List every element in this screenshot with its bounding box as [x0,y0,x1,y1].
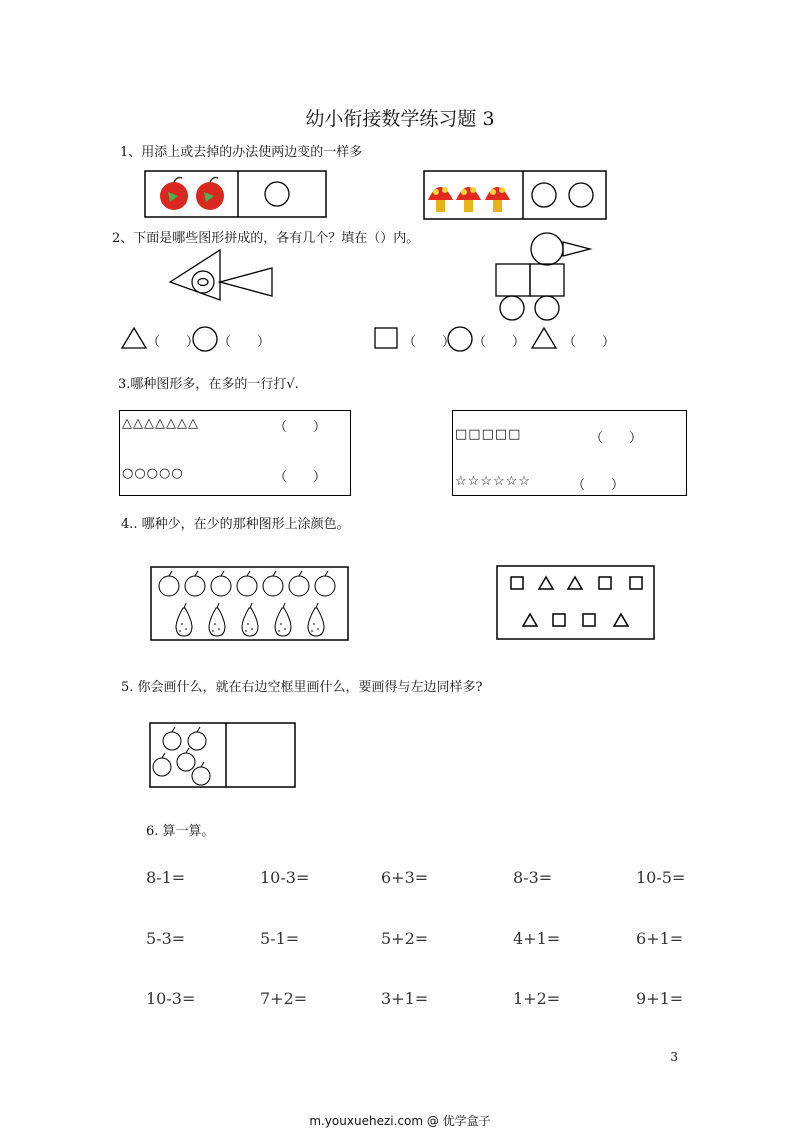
q3-right-paren-1[interactable]: （ ） [590,431,643,446]
q3-triangle-row: △△△△△△△ [122,416,199,431]
arith-problem: 10-3= [260,868,310,887]
square-shape [553,614,565,626]
arith-problem: 6+3= [381,868,429,887]
question-3-text: 3.哪种图形多，在多的一行打√. [118,377,299,392]
arith-problem: 5-3= [146,929,186,948]
page-number: 3 [670,1050,678,1064]
apple-outline-icon [153,753,171,776]
question-5-text: 5. 你会画什么，就在右边空框里画什么，要画得与左边同样多? [121,680,483,695]
circle-shape [569,183,593,207]
apple-outline-icon [315,571,335,596]
apple-outline-icon [289,571,309,596]
triangle-shape [614,614,628,626]
triangle-shape [568,577,582,589]
apple-outline-icon [163,727,181,750]
q1-right-box [423,170,608,222]
apple-outline-icon [211,571,231,596]
apple-outline-icon [237,571,257,596]
apple-outline-icon [177,748,195,771]
apple-icon [160,178,188,211]
page-title: 幼小衔接数学练习题 3 [305,108,495,130]
triangle-shape [539,577,553,589]
arith-problem: 4+1= [513,929,561,948]
mushroom-icon [456,187,481,212]
apple-outline-icon [263,571,283,596]
q3-star-row: ☆☆☆☆☆☆ [455,474,531,489]
footer-watermark: m.youxuehezi.com @ 优学盒子 [309,1114,491,1128]
q2-answer-circle[interactable]: （ ） [218,335,271,350]
arith-problem: 10-3= [146,989,196,1008]
arith-problem: 8-3= [513,868,553,887]
q5-empty-draw-area[interactable] [228,724,294,786]
arith-problem: 9+1= [636,989,684,1008]
apple-icon [196,178,224,211]
q4-shape-box [496,565,656,641]
arith-problem: 6+1= [636,929,684,948]
circle-shape [265,182,289,206]
square-shape [375,328,397,348]
pear-icon [275,603,291,636]
square-shape [583,614,595,626]
pear-icon [242,603,258,636]
arith-problem: 10-5= [636,868,686,887]
square-shape [599,577,611,589]
arith-problem: 3+1= [381,989,429,1008]
q4-fruit-box [150,566,350,642]
square-shape [630,577,642,589]
circle-shape [532,183,556,207]
q3-left-paren-2[interactable]: （ ） [274,470,327,485]
q3-square-row: □□□□□ [455,427,522,442]
fish-figure [170,250,272,300]
mushroom-icon [485,187,510,212]
question-6-text: 6. 算一算。 [146,824,215,839]
q2-answer-triangle-2[interactable]: （ ） [563,335,616,350]
arith-problem: 5-1= [260,929,300,948]
vehicle-figure [496,233,590,320]
q3-left-paren-1[interactable]: （ ） [274,420,327,435]
mushroom-icon [428,187,453,212]
pear-icon [308,603,324,636]
apple-outline-icon [159,571,179,596]
arith-problem: 8-1= [146,868,186,887]
triangle-shape [532,328,556,348]
q3-right-paren-2[interactable]: （ ） [572,478,625,493]
q1-left-box [144,170,328,220]
pear-icon [176,603,192,636]
q2-answer-square[interactable]: （ ） [403,335,456,350]
apple-outline-icon [188,727,206,750]
arith-problem: 5+2= [381,929,429,948]
q2-answer-triangle[interactable]: （ ） [147,335,200,350]
arith-problem: 1+2= [513,989,561,1008]
square-shape [511,577,523,589]
q2-answer-circle-2[interactable]: （ ） [473,335,526,350]
arith-problem: 7+2= [260,989,308,1008]
pear-icon [209,603,225,636]
apple-outline-icon [185,571,205,596]
question-1-text: 1、用添上或去掉的办法使两边变的一样多 [120,145,363,160]
triangle-shape [523,614,537,626]
q3-circle-row: ○○○○○ [122,466,184,481]
question-2-text: 2、下面是哪些图形拼成的，各有几个？填在（）内。 [112,231,420,246]
triangle-shape [122,328,146,348]
question-4-text: 4.. 哪种少，在少的那种图形上涂颜色。 [121,517,350,532]
